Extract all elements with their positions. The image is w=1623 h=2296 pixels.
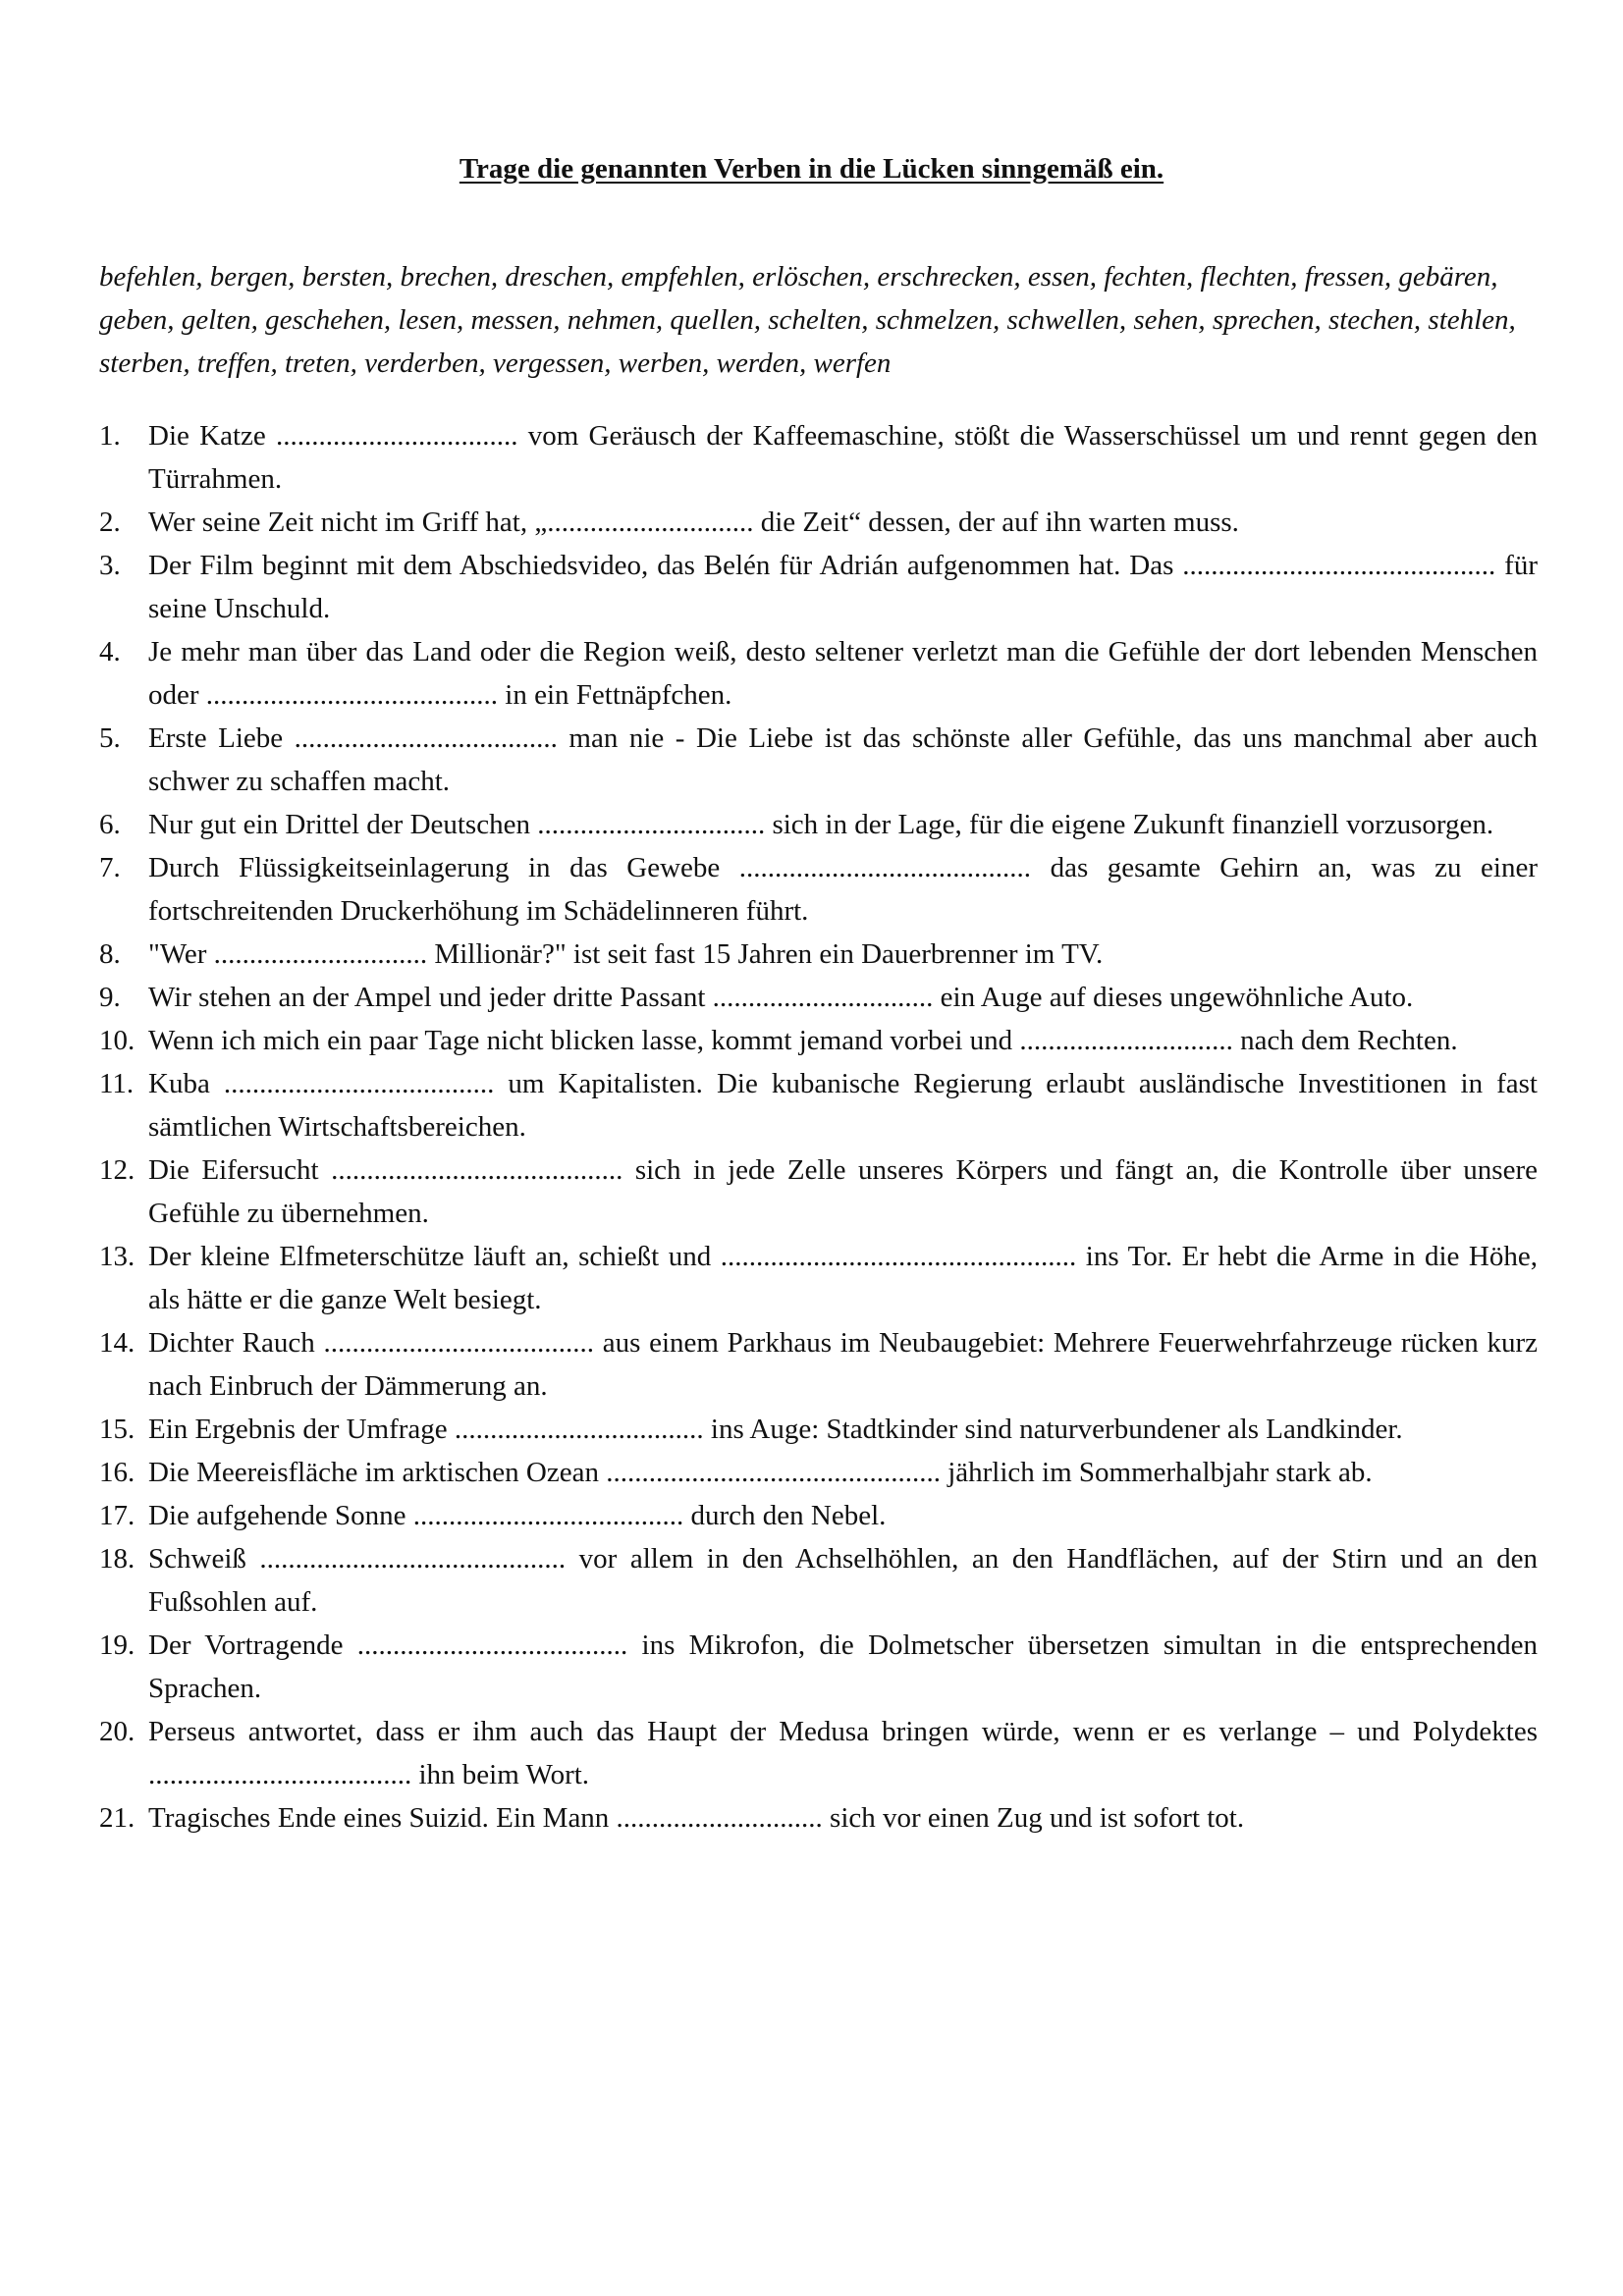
exercise-text: Ein Ergebnis der Umfrage ................................... ins Auge: Stadtkinder sind naturverbundener als Landkinder. — [148, 1414, 1403, 1445]
exercise-item — [99, 414, 1538, 501]
exercise-number: 7. — [99, 852, 121, 883]
exercise-text: Schweiß ........................................... vor allem in den Achselhöhlen, an den Handflächen, auf der Stirn und an den Fußsohlen auf. — [148, 1543, 1538, 1618]
exercise-item — [99, 1235, 1538, 1321]
exercise-number: 3. — [99, 550, 121, 581]
exercise-number: 10. — [99, 1025, 135, 1056]
exercise-item — [99, 803, 1538, 846]
exercise-text: Wir stehen an der Ampel und jeder dritte Passant ............................... ein Auge auf dieses ungewöhnliche Auto. — [148, 982, 1414, 1013]
exercise-text: Erste Liebe ..................................... man nie - Die Liebe ist das schönste aller Gefühle, das uns manchmal aber auch schwer zu schaffen macht. — [148, 722, 1538, 797]
exercise-number: 1. — [99, 420, 121, 452]
exercise-item — [99, 501, 1538, 544]
exercise-item — [99, 544, 1538, 630]
exercise-number: 18. — [99, 1543, 135, 1575]
exercise-text: Wenn ich mich ein paar Tage nicht blicken lasse, kommt jemand vorbei und .............................. nach dem Rechten. — [148, 1025, 1458, 1056]
exercise-item — [99, 1062, 1538, 1148]
exercise-number: 19. — [99, 1629, 135, 1661]
exercise-text: Tragisches Ende eines Suizid. Ein Mann ............................. sich vor einen Zug und ist sofort tot. — [148, 1802, 1245, 1834]
exercise-number: 16. — [99, 1457, 135, 1488]
exercise-item — [99, 1408, 1538, 1451]
exercise-number: 20. — [99, 1716, 135, 1747]
exercise-item — [99, 1537, 1538, 1624]
exercise-number: 4. — [99, 636, 121, 667]
exercise-text: Die Katze .................................. vom Geräusch der Kaffeemaschine, stößt die Wasserschüssel um und rennt gegen den Türrahmen. — [148, 420, 1538, 495]
exercise-text: Der Vortragende ...................................... ins Mikrofon, die Dolmetscher übersetzen simultan in die entsprechenden Sprachen. — [148, 1629, 1538, 1704]
exercise-item — [99, 717, 1538, 803]
exercise-text: Dichter Rauch ...................................... aus einem Parkhaus im Neubaugebiet: Mehrere Feuerwehrfahrzeuge rücken kurz nach Einbruch der Dämmerung an. — [148, 1327, 1538, 1402]
exercise-item — [99, 1451, 1538, 1494]
exercise-text: Wer seine Zeit nicht im Griff hat, „............................. die Zeit“ dessen, der auf ihn warten muss. — [148, 507, 1239, 538]
exercise-list — [99, 414, 1538, 1840]
exercise-number: 21. — [99, 1802, 135, 1834]
exercise-number: 6. — [99, 809, 121, 840]
exercise-number: 11. — [99, 1068, 135, 1099]
exercise-item — [99, 846, 1538, 933]
exercise-text: Die Eifersucht ......................................... sich in jede Zelle unseres Körpers und fängt an, die Kontrolle über unsere Gefühle zu übernehmen. — [148, 1154, 1538, 1229]
exercise-item — [99, 630, 1538, 717]
exercise-item — [99, 933, 1538, 976]
exercise-number: 5. — [99, 722, 121, 754]
exercise-text: Die Meereisfläche im arktischen Ozean ............................................... jährlich im Sommerhalbjahr stark ab. — [148, 1457, 1373, 1488]
exercise-item — [99, 976, 1538, 1019]
exercise-text: Nur gut ein Drittel der Deutschen ................................ sich in der Lage, für die eigene Zukunft finanziell vorzusorgen. — [148, 809, 1494, 840]
exercise-item — [99, 1148, 1538, 1235]
exercise-number: 2. — [99, 507, 121, 538]
exercise-number: 13. — [99, 1241, 135, 1272]
exercise-number: 12. — [99, 1154, 135, 1186]
exercise-text: Die aufgehende Sonne ...................................... durch den Nebel. — [148, 1500, 887, 1531]
exercise-text: "Wer .............................. Millionär?" ist seit fast 15 Jahren ein Dauerbrenner im TV. — [148, 938, 1104, 970]
exercise-text: Durch Flüssigkeitseinlagerung in das Gewebe ......................................... das gesamte Gehirn an, was zu einer fortschreitenden Druckerhöhung im Schädelinneren führt. — [148, 852, 1538, 927]
exercise-item — [99, 1494, 1538, 1537]
exercise-number: 14. — [99, 1327, 135, 1359]
exercise-item — [99, 1321, 1538, 1408]
exercise-item — [99, 1019, 1538, 1062]
exercise-text: Je mehr man über das Land oder die Region weiß, desto seltener verletzt man die Gefühle der dort lebenden Menschen oder ......................................... in ein Fettnäpfchen. — [148, 636, 1538, 711]
exercise-number: 15. — [99, 1414, 135, 1445]
exercise-number: 9. — [99, 982, 121, 1013]
exercise-item — [99, 1624, 1538, 1710]
worksheet-title: Trage die genannten Verben in die Lücken sinngemäß ein. — [459, 153, 1164, 185]
exercise-item — [99, 1710, 1538, 1796]
verb-list: befehlen, bergen, bersten, brechen, dreschen, empfehlen, erlöschen, erschrecken, essen, fechten, flechten, fressen, gebären, geben, gelten, geschehen, lesen, messen, nehmen, quellen, schelten, schmelzen, schwellen, sehen, sprechen, stechen, stehlen, sterben, treffen, treten, verderben, vergessen, werben, werden, werfen — [99, 261, 1516, 379]
exercise-text: Perseus antwortet, dass er ihm auch das Haupt der Medusa bringen würde, wenn er es verlange – und Polydektes ..................................... ihn beim Wort. — [148, 1716, 1538, 1790]
exercise-text: Der Film beginnt mit dem Abschiedsvideo, das Belén für Adrián aufgenommen hat. Das ............................................ für seine Unschuld. — [148, 550, 1538, 624]
exercise-text: Der kleine Elfmeterschütze läuft an, schießt und .................................................. ins Tor. Er hebt die Arme in die Höhe, als hätte er die ganze Welt besiegt. — [148, 1241, 1538, 1315]
exercise-number: 17. — [99, 1500, 135, 1531]
exercise-text: Kuba ...................................... um Kapitalisten. Die kubanische Regierung erlaubt ausländische Investitionen in fast sämtlichen Wirtschaftsbereichen. — [148, 1068, 1538, 1143]
exercise-item — [99, 1796, 1538, 1840]
exercise-number: 8. — [99, 938, 121, 970]
